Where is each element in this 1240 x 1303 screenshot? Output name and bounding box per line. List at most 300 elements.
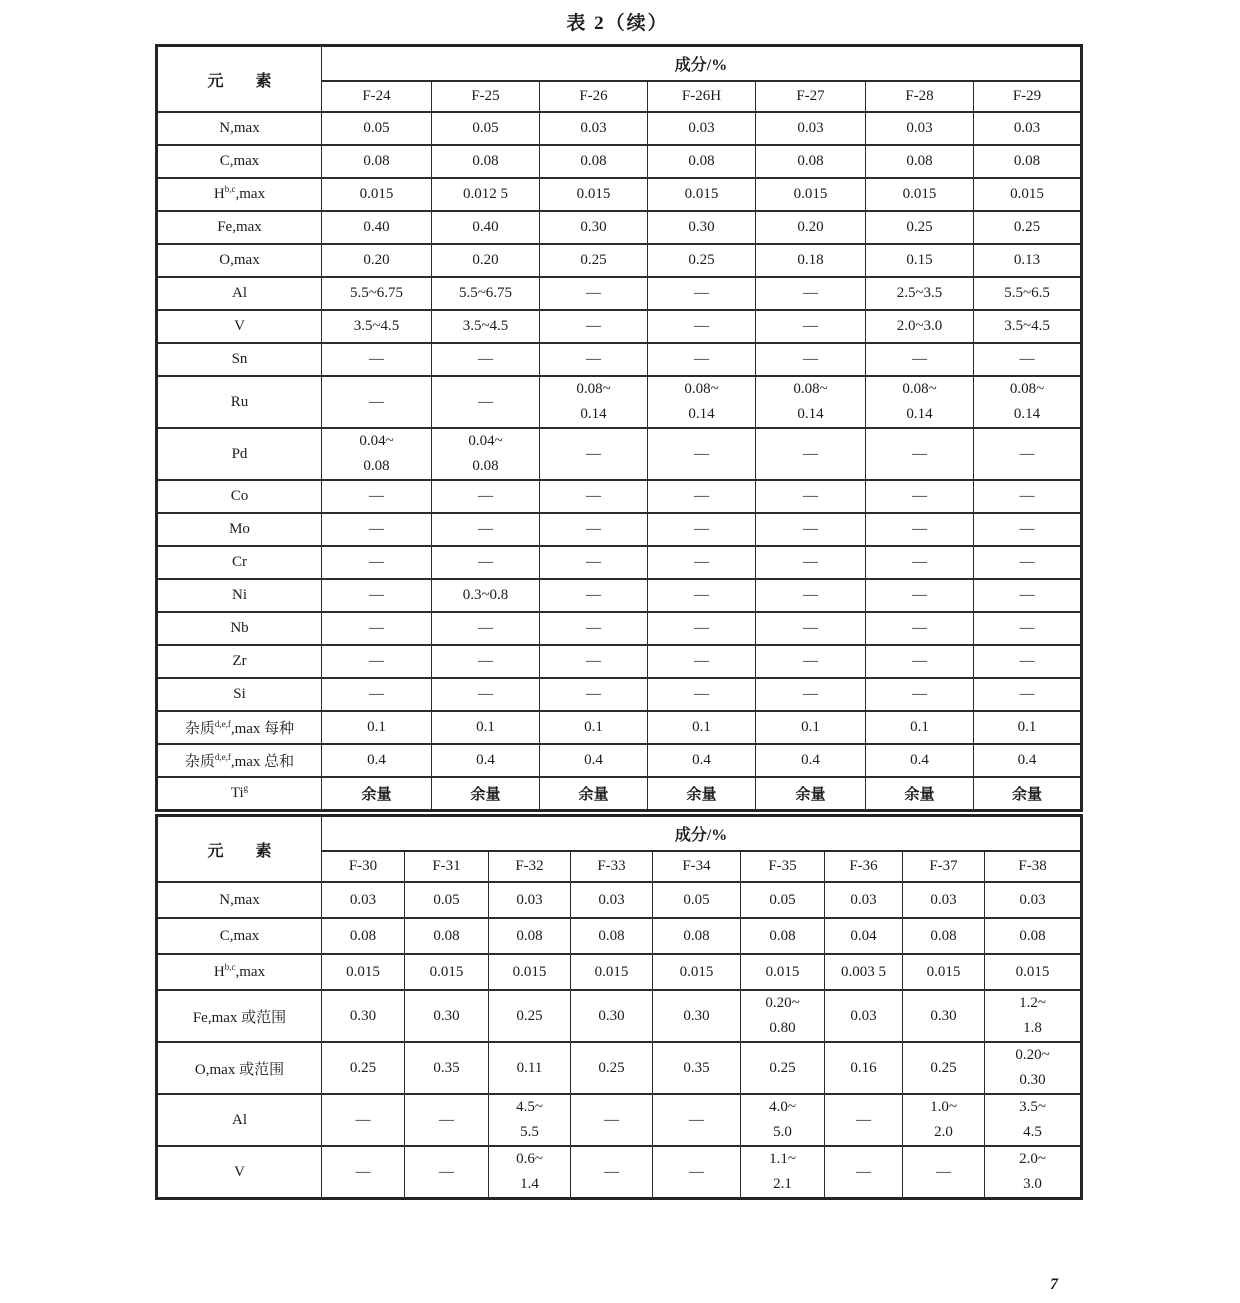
value-line: 4.5~ [516, 1099, 543, 1115]
value-cell: — [540, 428, 648, 480]
value-cell: 0.30 [903, 990, 985, 1042]
table-row [157, 513, 1082, 546]
element-label-text: O,max 或范围 [194, 1061, 285, 1078]
value-cell: — [322, 612, 432, 645]
value-line: 1.0~ [930, 1099, 957, 1115]
value-cell: 余量 [432, 777, 540, 811]
element-label-text: Mo [229, 521, 250, 537]
column-header: F-31 [405, 851, 489, 882]
value-cell: — [974, 579, 1082, 612]
value-cell: — [540, 513, 648, 546]
element-label [157, 711, 322, 744]
element-label [157, 1094, 322, 1146]
value-cell: — [571, 1146, 653, 1199]
value-line: 0.04~ [359, 433, 394, 449]
column-header: F-26H [648, 81, 756, 112]
element-label-text: 杂质 [184, 721, 215, 737]
value-cell [432, 428, 540, 480]
table-row [157, 990, 1082, 1042]
value-cell: — [432, 546, 540, 579]
value-cell: — [974, 678, 1082, 711]
footnote-superscript: d,e,f [214, 752, 231, 762]
value-cell: 0.03 [825, 990, 903, 1042]
table-body [157, 882, 1082, 1199]
value-cell [985, 1094, 1082, 1146]
value-cell: 0.08 [432, 145, 540, 178]
value-cell: 余量 [648, 777, 756, 811]
value-cell: 0.4 [866, 744, 974, 777]
column-header: F-36 [825, 851, 903, 882]
value-cell: 0.015 [903, 954, 985, 990]
table-row [157, 376, 1082, 428]
value-cell [489, 1094, 571, 1146]
value-line: 0.08 [363, 458, 390, 474]
value-cell: — [756, 678, 866, 711]
element-label-text: Ni [232, 587, 247, 603]
value-line: 4.0~ [769, 1099, 796, 1115]
value-cell: 0.25 [540, 244, 648, 277]
value-cell: — [866, 645, 974, 678]
value-cell: 0.30 [648, 211, 756, 244]
composition-table-lower [155, 814, 1083, 1200]
value-cell: 5.5~6.5 [974, 277, 1082, 310]
table-header [157, 46, 1082, 113]
table-row [157, 645, 1082, 678]
element-label [157, 277, 322, 310]
value-cell: — [322, 678, 432, 711]
table-row [157, 211, 1082, 244]
value-cell: — [540, 645, 648, 678]
value-cell: 5.5~6.75 [322, 277, 432, 310]
value-line: 0.08~ [1009, 381, 1045, 397]
header-row-composition [157, 46, 1082, 82]
value-cell: — [322, 376, 432, 428]
value-cell: — [866, 612, 974, 645]
element-label [157, 1146, 322, 1199]
value-cell: 3.5~4.5 [432, 310, 540, 343]
value-cell: 0.1 [322, 711, 432, 744]
value-cell: 0.25 [571, 1042, 653, 1094]
value-cell: — [866, 343, 974, 376]
value-cell: 0.015 [648, 178, 756, 211]
element-label-text: V [234, 1163, 245, 1180]
value-line: 0.80 [769, 1020, 796, 1036]
value-cell: 0.4 [756, 744, 866, 777]
table-row [157, 145, 1082, 178]
value-cell: — [866, 480, 974, 513]
element-label-text: C,max [219, 927, 260, 944]
element-label [157, 310, 322, 343]
value-cell: — [648, 513, 756, 546]
value-cell: — [866, 513, 974, 546]
value-cell [866, 376, 974, 428]
table-row [157, 954, 1082, 990]
value-cell: 0.4 [540, 744, 648, 777]
element-label [157, 777, 322, 811]
value-line: 0.14 [580, 406, 607, 422]
value-cell: 0.25 [489, 990, 571, 1042]
column-header: F-25 [432, 81, 540, 112]
value-cell: 0.08 [741, 918, 825, 954]
value-cell: 0.40 [322, 211, 432, 244]
value-cell [741, 1094, 825, 1146]
element-label [157, 990, 322, 1042]
value-line: 2.0~ [1019, 1151, 1046, 1167]
value-cell: 0.4 [432, 744, 540, 777]
value-cell: 0.003 5 [825, 954, 903, 990]
value-cell: — [405, 1094, 489, 1146]
element-label-text: Al [232, 1111, 247, 1128]
footnote-superscript: g [243, 783, 249, 793]
element-label [157, 376, 322, 428]
value-cell: — [756, 645, 866, 678]
value-line: 1.4 [520, 1176, 539, 1192]
table-row [157, 310, 1082, 343]
table-row [157, 277, 1082, 310]
element-label-text: C,max [219, 153, 260, 169]
value-line: 0.08 [472, 458, 499, 474]
value-cell: — [405, 1146, 489, 1199]
value-cell: 3.5~4.5 [322, 310, 432, 343]
element-label-text: Si [233, 686, 246, 702]
column-header: F-24 [322, 81, 432, 112]
value-cell: — [432, 612, 540, 645]
value-cell: — [756, 277, 866, 310]
value-cell: 0.015 [985, 954, 1082, 990]
value-cell: 0.08 [489, 918, 571, 954]
value-cell: 0.25 [974, 211, 1082, 244]
value-line: 4.5 [1023, 1124, 1042, 1140]
value-cell: 0.25 [322, 1042, 405, 1094]
element-label [157, 145, 322, 178]
element-label [157, 579, 322, 612]
table-body [157, 112, 1082, 811]
value-cell: 0.1 [974, 711, 1082, 744]
value-cell: 0.4 [322, 744, 432, 777]
element-label [157, 744, 322, 777]
table-row [157, 343, 1082, 376]
value-cell: — [322, 546, 432, 579]
element-label-suffix: ,max 总和 [230, 754, 295, 770]
value-cell: — [540, 546, 648, 579]
value-cell: — [756, 546, 866, 579]
value-cell: — [903, 1146, 985, 1199]
value-cell: 0.015 [571, 954, 653, 990]
element-label-suffix: ,max 每种 [230, 721, 295, 737]
table-row [157, 1094, 1082, 1146]
footnote-superscript: d,e,f [214, 719, 231, 729]
value-line: 0.14 [906, 406, 933, 422]
value-cell: 0.08 [540, 145, 648, 178]
element-label-text: Co [230, 488, 249, 504]
value-cell: — [974, 546, 1082, 579]
value-cell: — [648, 428, 756, 480]
table-row [157, 744, 1082, 777]
column-header: F-26 [540, 81, 648, 112]
value-cell: — [540, 579, 648, 612]
column-header: F-33 [571, 851, 653, 882]
value-cell: — [322, 1094, 405, 1146]
table-row [157, 1146, 1082, 1199]
value-cell: 0.015 [540, 178, 648, 211]
value-cell: 0.30 [653, 990, 741, 1042]
value-cell: — [322, 513, 432, 546]
element-label [157, 343, 322, 376]
value-cell: — [322, 645, 432, 678]
column-header: F-38 [985, 851, 1082, 882]
value-cell: 0.15 [866, 244, 974, 277]
column-header: F-32 [489, 851, 571, 882]
value-cell [741, 1146, 825, 1199]
value-cell: 0.08 [648, 145, 756, 178]
value-line: 0.08~ [793, 381, 828, 397]
value-cell: — [648, 645, 756, 678]
value-cell: 0.015 [322, 954, 405, 990]
value-cell: 0.13 [974, 244, 1082, 277]
value-line: 0.08~ [576, 381, 611, 397]
value-cell: 0.03 [866, 112, 974, 145]
value-cell: — [432, 376, 540, 428]
element-label [157, 480, 322, 513]
value-cell: — [432, 645, 540, 678]
value-cell [974, 376, 1082, 428]
value-cell: — [432, 678, 540, 711]
value-cell: 0.08 [322, 145, 432, 178]
value-cell: 0.30 [540, 211, 648, 244]
element-label [157, 954, 322, 990]
value-cell: — [432, 513, 540, 546]
element-label [157, 178, 322, 211]
table-title: 表 2（续） [566, 13, 669, 34]
value-cell: 0.05 [322, 112, 432, 145]
table-row [157, 546, 1082, 579]
column-header: F-34 [653, 851, 741, 882]
value-cell: 0.08 [322, 918, 405, 954]
value-cell: 0.08 [985, 918, 1082, 954]
column-header: F-35 [741, 851, 825, 882]
value-cell: 0.25 [866, 211, 974, 244]
element-label-text: 杂质 [184, 754, 215, 770]
value-cell: 0.015 [489, 954, 571, 990]
value-cell: — [648, 546, 756, 579]
value-cell: — [648, 678, 756, 711]
footnote-superscript: b,c [224, 961, 236, 972]
value-line: 1.8 [1023, 1020, 1042, 1036]
value-cell: — [756, 310, 866, 343]
value-cell: — [866, 428, 974, 480]
value-line: 0.6~ [516, 1151, 543, 1167]
table-row [157, 678, 1082, 711]
element-label-text: V [234, 318, 245, 334]
table-header [157, 816, 1082, 883]
value-cell [985, 990, 1082, 1042]
value-cell: — [756, 480, 866, 513]
value-cell: 0.03 [648, 112, 756, 145]
value-cell: 余量 [322, 777, 432, 811]
table-row [157, 612, 1082, 645]
value-cell: 0.015 [405, 954, 489, 990]
value-line: 5.5 [520, 1124, 539, 1140]
value-cell: 余量 [540, 777, 648, 811]
value-cell: — [974, 612, 1082, 645]
element-label [157, 428, 322, 480]
element-label-text: Sn [231, 351, 248, 367]
value-cell: 0.08 [866, 145, 974, 178]
value-cell [903, 1094, 985, 1146]
table-row [157, 711, 1082, 744]
value-line: 0.04~ [468, 433, 503, 449]
value-cell: 0.03 [825, 882, 903, 918]
value-cell: 0.08 [653, 918, 741, 954]
page-number: 7 [1050, 1276, 1058, 1293]
value-cell: — [571, 1094, 653, 1146]
element-label [157, 678, 322, 711]
value-cell [985, 1146, 1082, 1199]
value-cell: — [540, 277, 648, 310]
table-row [157, 579, 1082, 612]
column-header: F-30 [322, 851, 405, 882]
element-label-text: N,max [219, 120, 260, 136]
value-cell: 0.25 [741, 1042, 825, 1094]
value-cell: 0.03 [571, 882, 653, 918]
element-label [157, 546, 322, 579]
value-cell [489, 1146, 571, 1199]
element-label-text: N,max [219, 891, 260, 908]
value-cell: — [648, 277, 756, 310]
value-line: 3.0 [1023, 1176, 1042, 1192]
value-cell: 0.05 [432, 112, 540, 145]
value-cell: 0.16 [825, 1042, 903, 1094]
value-cell: — [653, 1094, 741, 1146]
value-cell: 0.03 [322, 882, 405, 918]
value-line: 0.08~ [902, 381, 937, 397]
element-label [157, 112, 322, 145]
value-cell: 0.1 [540, 711, 648, 744]
element-label-text: H [213, 186, 225, 202]
value-cell: 0.05 [405, 882, 489, 918]
value-line: 2.1 [773, 1176, 792, 1192]
value-cell: — [756, 343, 866, 376]
value-cell: 0.30 [405, 990, 489, 1042]
value-cell: 余量 [866, 777, 974, 811]
table-row [157, 112, 1082, 145]
value-line: 3.5~ [1019, 1099, 1046, 1115]
value-cell: 0.4 [648, 744, 756, 777]
value-cell: 0.3~0.8 [432, 579, 540, 612]
value-cell [741, 990, 825, 1042]
element-header: 元 素 [157, 816, 322, 883]
value-cell: — [974, 343, 1082, 376]
value-cell: — [322, 1146, 405, 1199]
element-label [157, 882, 322, 918]
table-row [157, 244, 1082, 277]
value-cell: 0.03 [756, 112, 866, 145]
value-cell: 0.08 [571, 918, 653, 954]
element-label-text: Nb [230, 620, 249, 636]
value-cell [322, 428, 432, 480]
value-cell: — [825, 1146, 903, 1199]
element-label-text: Ru [230, 393, 249, 410]
value-cell: — [756, 612, 866, 645]
value-cell: 0.03 [985, 882, 1082, 918]
element-label-text: H [213, 963, 225, 980]
element-label-text: Cr [232, 554, 247, 570]
value-cell: 0.012 5 [432, 178, 540, 211]
element-label-text: Ti [230, 785, 244, 801]
value-cell: 0.05 [741, 882, 825, 918]
element-label-suffix: ,max [235, 963, 266, 980]
element-label [157, 513, 322, 546]
value-line: 5.0 [773, 1124, 792, 1140]
element-label [157, 918, 322, 954]
element-label-text: O,max [219, 252, 260, 268]
value-cell: 0.20 [322, 244, 432, 277]
element-label-text: Zr [232, 653, 247, 669]
element-header: 元 素 [157, 46, 322, 113]
value-cell: 0.18 [756, 244, 866, 277]
value-cell: — [322, 579, 432, 612]
value-cell: 0.015 [322, 178, 432, 211]
composition-table-upper [155, 44, 1083, 812]
value-cell: — [974, 645, 1082, 678]
value-cell: — [322, 480, 432, 513]
value-cell: — [648, 343, 756, 376]
value-cell: 0.25 [903, 1042, 985, 1094]
value-cell: — [648, 480, 756, 513]
value-line: 0.30 [1019, 1072, 1046, 1088]
value-cell: — [974, 428, 1082, 480]
value-cell: — [866, 579, 974, 612]
value-cell: — [432, 480, 540, 513]
element-label-text: Pd [231, 445, 248, 462]
value-cell: 0.4 [974, 744, 1082, 777]
column-header: F-27 [756, 81, 866, 112]
value-cell: — [540, 343, 648, 376]
value-cell [985, 1042, 1082, 1094]
value-line: 0.20~ [1015, 1047, 1050, 1063]
value-cell: 0.1 [866, 711, 974, 744]
value-cell: 0.08 [756, 145, 866, 178]
value-cell: — [974, 480, 1082, 513]
value-cell: — [825, 1094, 903, 1146]
value-line: 2.0 [934, 1124, 953, 1140]
value-cell: 0.35 [405, 1042, 489, 1094]
value-cell [648, 376, 756, 428]
value-line: 0.14 [1013, 406, 1041, 422]
value-cell: — [653, 1146, 741, 1199]
value-line: 1.2~ [1019, 995, 1046, 1011]
value-cell: 0.03 [974, 112, 1082, 145]
value-cell: — [648, 612, 756, 645]
value-cell: — [540, 310, 648, 343]
value-cell: 0.04 [825, 918, 903, 954]
value-cell: 0.015 [866, 178, 974, 211]
column-header: F-37 [903, 851, 985, 882]
element-label [157, 645, 322, 678]
value-cell: 0.1 [432, 711, 540, 744]
value-cell: 0.015 [741, 954, 825, 990]
table-row [157, 480, 1082, 513]
value-cell: 0.20 [432, 244, 540, 277]
column-header: F-29 [974, 81, 1082, 112]
column-header: F-28 [866, 81, 974, 112]
table-row [157, 777, 1082, 811]
value-line: 0.14 [688, 406, 715, 422]
value-cell: 0.40 [432, 211, 540, 244]
header-row-composition [157, 816, 1082, 852]
value-cell: — [756, 513, 866, 546]
value-cell: — [866, 546, 974, 579]
